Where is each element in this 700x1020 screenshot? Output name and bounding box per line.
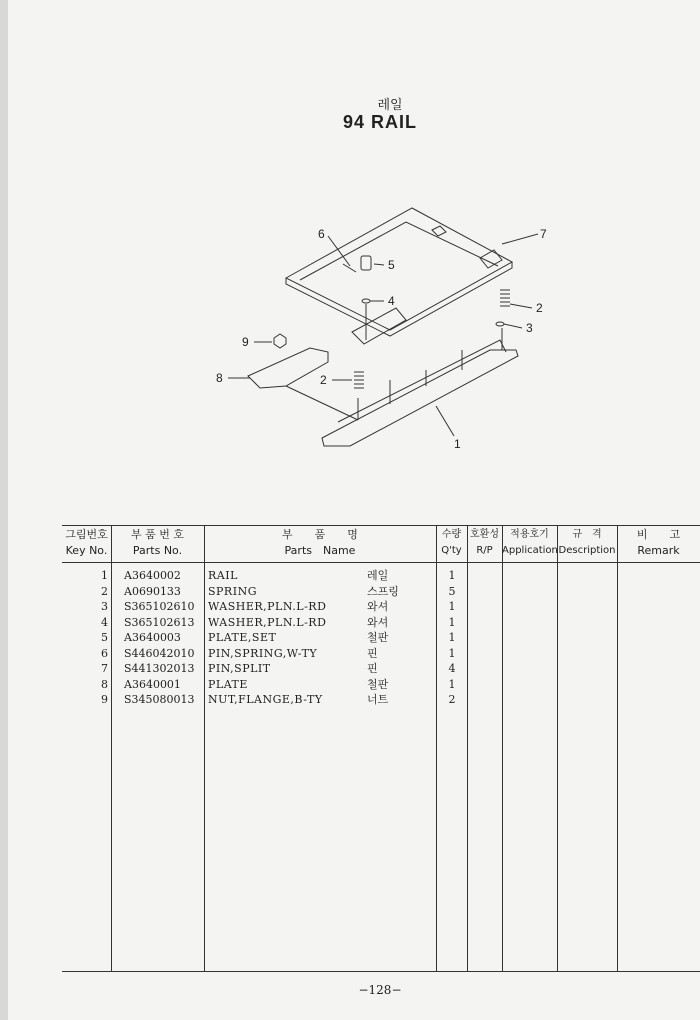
header-label-ko: 적용호기 <box>510 529 549 540</box>
part-name-ko: 와셔 <box>367 600 389 613</box>
key-no: 1 <box>101 569 108 582</box>
part-name-ko: 철판 <box>367 677 389 691</box>
assembly-guide-line <box>286 386 358 420</box>
part-name: SPRING <box>208 584 257 598</box>
header-label-ko: 그림번호 <box>65 528 108 541</box>
part-name: RAIL <box>208 569 238 582</box>
callout-label: 1 <box>454 437 461 451</box>
part-name-ko: 레일 <box>367 569 389 582</box>
part-name: NUT,FLANGE,B-TY <box>208 693 323 706</box>
header-label-en: Application <box>502 545 558 556</box>
part-name-ko: 와셔 <box>367 615 389 629</box>
key-no: 7 <box>101 662 108 675</box>
header-label-en: Key No. <box>65 544 108 557</box>
part-name-ko: 스프링 <box>367 584 399 598</box>
qty: 1 <box>448 677 456 691</box>
header-label-en: R/P <box>476 545 493 556</box>
callout-label: 4 <box>388 294 395 308</box>
part-name: WASHER,PLN.L-RD <box>208 600 327 613</box>
washer-part <box>362 299 370 303</box>
table-row <box>62 692 700 708</box>
key-no: 5 <box>101 631 108 644</box>
callout-label: 3 <box>526 321 533 335</box>
leader-line <box>374 264 384 265</box>
header-label-ko: 호환성 <box>470 529 499 540</box>
spring-pin-part <box>361 256 371 270</box>
qty: 1 <box>448 615 456 629</box>
part-name: WASHER,PLN.L-RD <box>208 615 327 629</box>
table-row <box>62 646 700 662</box>
rail-body <box>322 350 518 446</box>
part-name: PLATE,SET <box>208 631 277 644</box>
part-no: A3640002 <box>124 569 181 582</box>
table-row <box>62 599 700 615</box>
part-no: S446042010 <box>124 646 195 660</box>
callout-label: 2 <box>320 373 327 387</box>
plate-part <box>248 348 328 388</box>
callout-label: 7 <box>540 227 547 241</box>
qty: 1 <box>448 646 456 660</box>
callout-label: 9 <box>242 335 249 349</box>
qty: 2 <box>448 693 456 706</box>
upper-plate-inner-line <box>300 222 498 280</box>
flange-nut-part <box>274 334 286 348</box>
part-name-ko: 너트 <box>367 693 389 706</box>
table-row <box>62 630 700 646</box>
part-name-ko: 핀 <box>367 646 378 660</box>
key-no: 4 <box>101 615 108 629</box>
washer-part-right <box>496 322 504 326</box>
key-no: 9 <box>101 693 108 706</box>
leader-line <box>436 406 454 436</box>
part-no: S365102613 <box>124 615 195 629</box>
part-no: S345080013 <box>124 693 195 706</box>
parts-table <box>62 525 700 972</box>
part-name: PIN,SPLIT <box>208 662 271 675</box>
header-key-no <box>62 527 111 559</box>
table-row <box>62 584 700 600</box>
table-row <box>62 677 700 693</box>
header-label-en: Description <box>558 545 616 556</box>
header-label-en: Remark <box>637 544 680 557</box>
qty: 4 <box>448 662 456 675</box>
page-title: 94 RAIL <box>342 112 418 132</box>
leader-line <box>328 236 350 266</box>
table-header-rule <box>62 562 700 563</box>
page-title-korean: 레일 <box>377 98 403 113</box>
header-label-en: Parts No. <box>132 544 183 557</box>
spring-coil-left <box>354 372 364 388</box>
header-application <box>502 527 557 559</box>
table-top-rule <box>62 525 700 526</box>
header-label-ko: 수량 <box>441 529 462 540</box>
qty: 5 <box>448 584 456 598</box>
exploded-parts-diagram <box>200 200 560 460</box>
plate-slot <box>432 226 446 236</box>
leader-line <box>504 324 522 328</box>
header-label-ko: 비 고 <box>636 528 681 541</box>
key-no: 2 <box>101 584 108 598</box>
part-no: A0690133 <box>124 584 181 598</box>
key-no: 3 <box>101 600 108 613</box>
table-row <box>62 568 700 584</box>
page-binding-edge <box>0 0 8 1020</box>
part-no: A3640001 <box>124 677 181 691</box>
header-label-ko: 부 품 번 호 <box>131 528 184 541</box>
leader-line <box>510 304 532 308</box>
part-name: PIN,SPRING,W-TY <box>208 646 318 660</box>
header-rp <box>467 527 502 559</box>
page-number: −128− <box>358 983 402 997</box>
callout-label: 2 <box>536 301 543 315</box>
header-parts-name <box>204 527 436 559</box>
callout-label: 8 <box>216 371 223 385</box>
qty: 1 <box>448 600 456 613</box>
header-qty <box>436 527 467 559</box>
table-bottom-rule <box>62 971 700 972</box>
table-row <box>62 615 700 631</box>
spring-coil-right <box>500 290 510 306</box>
leader-line <box>502 234 538 244</box>
qty: 1 <box>448 631 456 644</box>
table-row <box>62 661 700 677</box>
header-remark <box>617 527 700 559</box>
part-no: S441302013 <box>124 662 195 675</box>
part-no: A3640003 <box>124 631 181 644</box>
header-label-en: Q'ty <box>441 545 462 556</box>
part-name-ko: 철판 <box>367 631 389 644</box>
header-description <box>557 527 617 559</box>
rail-top-edge <box>338 340 506 422</box>
key-no: 8 <box>101 677 108 691</box>
header-label-ko: 부 품 명 <box>282 528 358 541</box>
callout-label: 6 <box>318 227 325 241</box>
header-parts-no <box>111 527 204 559</box>
part-name-ko: 핀 <box>367 662 378 675</box>
qty: 1 <box>448 569 456 582</box>
part-no: S365102610 <box>124 600 195 613</box>
part-name: PLATE <box>208 677 248 691</box>
header-label-ko: 규 격 <box>572 529 602 540</box>
callout-label: 5 <box>388 258 395 272</box>
header-label-en: Parts Name <box>284 544 356 557</box>
key-no: 6 <box>101 646 108 660</box>
